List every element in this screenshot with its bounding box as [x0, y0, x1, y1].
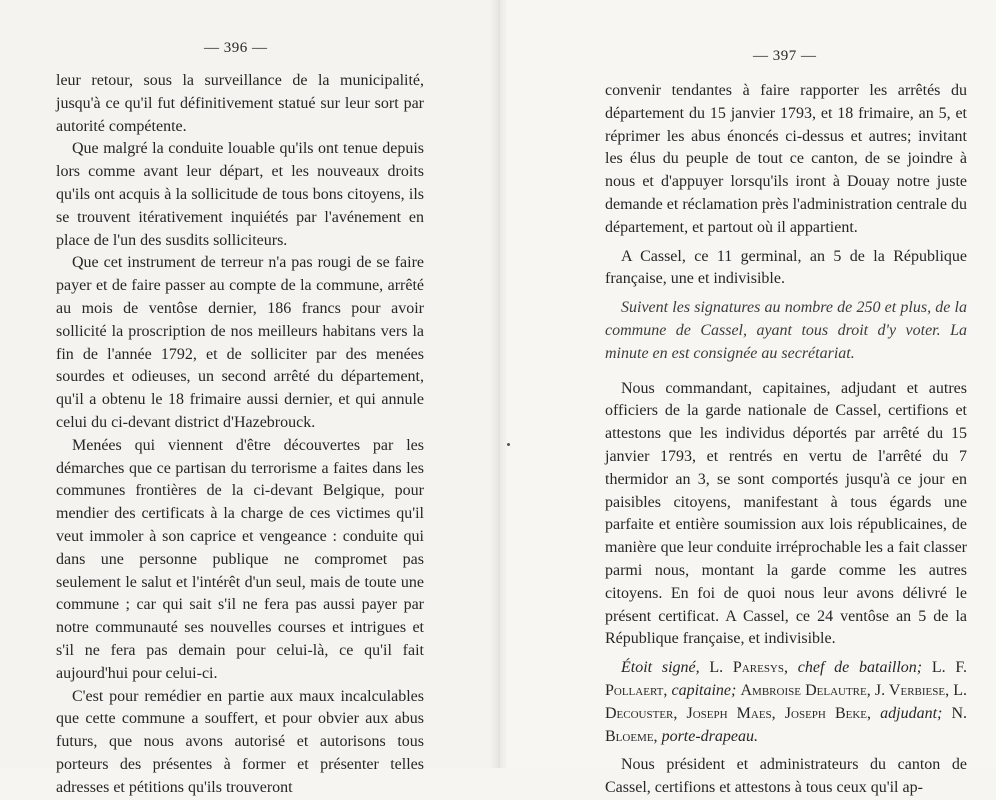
- page-number-396: — 396 —: [204, 40, 268, 56]
- left-paragraph-2: Que malgré la conduite louable qu'ils ont tenue depuis lors comme avant leur départ, et les nouveaux droits qu'ils ont acquis à la sollicitude de tous bons citoyens, ils se trouvent itérativement inquiétés par l'avénement en place de l'un des susdits solliciteurs.: [56, 140, 424, 249]
- signatory-role: chef de bataillon;: [797, 659, 923, 677]
- left-paragraph-5: C'est pour remédier en partie aux maux incalculables que cette commune a souffert, et pour obvier aux abus futurs, que nous avons autorisé et autorisons tous porteurs des présentes à former et présenter telles adresses et pétitions qu'ils trouveront: [56, 687, 424, 796]
- closing-paragraph: Nous président et administrateurs du canton de Cassel, certifions et attestons à tous ceux qu'il ap-: [605, 756, 967, 797]
- right-page-text: [605, 80, 967, 800]
- certificate-paragraph: Nous commandant, capitaines, adjudant et autres officiers de la garde nationale de Cassel, certifions et attestons que les individus déportés par arrêté du 15 janvier 1793, et rentrés en vertu de l'arrêté du 7 thermidor an 3, se sont comportés jusqu'à ce jour en paisibles citoyens, manifestant à tous égards une parfaite et entière soumission aux lois républicaines, de manière que leur conduite irréprochable les a fait classer parmi nous, montant la garde comme les autres citoyens. En foi de quoi nous leur avons délivré le présent certificat. A Cassel, ce 24 ventôse an 5 de la République française, et indivisible.: [605, 379, 967, 648]
- etoit-signe: Étoit signé,: [621, 659, 700, 677]
- signatory-name: L. Paresys,: [709, 659, 788, 677]
- left-paragraph-4: Menées qui viennent d'être découvertes par les démarches que ce partisan du terrorisme a faites dans les communes frontières de la ci-devant Belgique, pour mendier des certificats à la charge de ces victimes qu'il veut immoler à son caprice et vengeance : conduite qui dans une personne publique ne compromet pas seulement le salut et l'intérêt d'un seul, mais de toute une commune ; car qui sait s'il ne fera pas aussi payer par notre communauté ses nouvelles courses et intrigues et s'il ne fera pas demain pour celui-là, ce qu'il fait aujourd'hui pour celui-ci.: [56, 436, 424, 682]
- page-number-397: — 397 —: [753, 48, 817, 64]
- gutter-mark: [507, 443, 510, 446]
- dateline: A Cassel, ce 11 germinal, an 5 de la République française, une et indivisible.: [605, 247, 967, 288]
- signatories: [605, 657, 967, 748]
- signatures-note: Suivent les signatures au nombre de 250 et plus, de la commune de Cassel, ayant tous droit d'y voter. La minute en est consignée au secrétariat.: [605, 299, 967, 362]
- left-paragraph-1: leur retour, sous la surveillance de la municipalité, jusqu'à ce qu'il fut définitivement statué sur leur sort par autorité compétente.: [56, 72, 424, 135]
- signatory-name: N. Bloeme,: [605, 704, 968, 745]
- signatory-role: capitaine;: [671, 681, 737, 699]
- left-paragraph-3: Que cet instrument de terreur n'a pas rougi de se faire payer et de faire passer au compte de la commune, arrêté au mois de ventôse dernier, 186 francs pour avoir sollicité la proscription de nos meilleurs habitans vers la fin de l'année 1792, et de solliciter par des menées sourdes et odieuses, un second arrêté du département, qu'il a obtenu le 18 frimaire aussi dernier, et qui annule celui du ci-devant district d'Hazebrouck.: [56, 254, 424, 431]
- left-page-text: [56, 70, 424, 800]
- signatory-name: Ambroise Delautre, J. Verbiese, L. Decouster, Joseph Maes, Joseph Beke,: [605, 681, 968, 722]
- right-opening-paragraph: convenir tendantes à faire rapporter les arrêtés du département du 15 janvier 1793, et 18 frimaire, an 5, et réprimer les abus énoncés ci-dessus et autres; invitant les élus du peuple de tout ce canton, de se joindre à nous et d'appuyer lorsqu'ils iront à Douay notre juste demande et réclamation près l'administration centrale du département, et partout où il appartient.: [605, 82, 967, 236]
- right-page: [497, 0, 996, 797]
- left-page: [0, 0, 497, 796]
- signatory-name: L. F. Pollaert,: [605, 659, 967, 699]
- signatory-role: adjudant;: [880, 704, 943, 722]
- signatory-role: porte-drapeau.: [661, 727, 758, 745]
- book-gutter: [490, 0, 508, 768]
